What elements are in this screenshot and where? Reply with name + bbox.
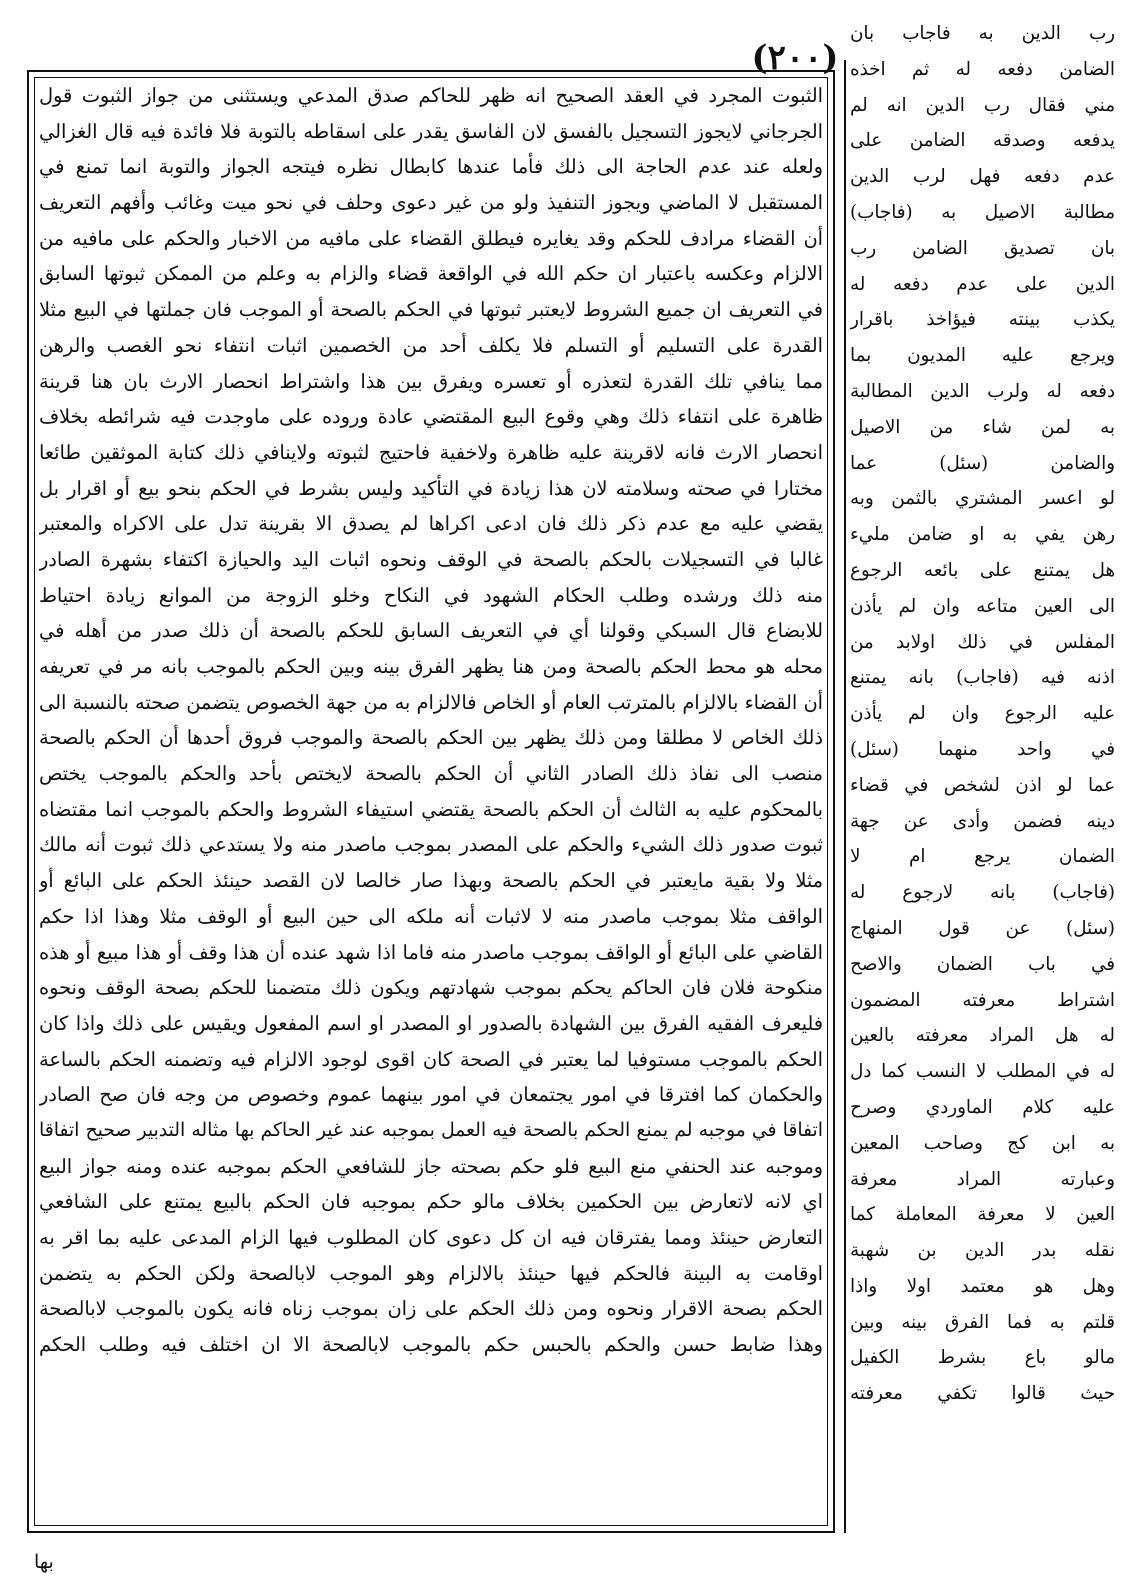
margin-text-line: دفعه له ولرب الدين المطالبة bbox=[850, 380, 1115, 402]
main-text-line: الحكم بصحة الاقرار ونحوه ومن ذلك الحكم على زان بموجب زناه فانه يكون بالموجب لابالصحة bbox=[39, 1297, 823, 1321]
margin-text-line: المفلس في ذلك اولابد من bbox=[850, 631, 1115, 653]
margin-text-line: والضامن (سئل) عما bbox=[850, 452, 1115, 474]
main-text-line: اوقامت به البينة فالحكم فيها حينئذ بالالزام وهو الموجب لابالصحة ولكن الحكم به يتضمن bbox=[39, 1261, 823, 1285]
main-text-line: والحكمان كما افترقا في امور يجتمعان في امور بينهما عموم وخصوص من وجه فان صح الصادر bbox=[39, 1083, 823, 1107]
main-text-line: وهذا ضابط حسن والحكم بالحبس حكم بالموجب لابالصحة الا ان اختلف فيه وطلب الحكم bbox=[39, 1333, 823, 1357]
margin-text-line: وهل هو معتمد اولا واذا bbox=[850, 1275, 1115, 1297]
main-text-line: في التعريف ان جميع الشروط لايعتبر ثبوتها في الحكم بالصحة أو الموجب فان جملتها في البيع مثلا bbox=[39, 298, 823, 322]
main-text-line: مثلا ولا بقية مايعتبر في الحكم بالصحة وبهذا صار خالصا لان القصد حينئذ الحكم على البائع أو bbox=[39, 869, 823, 893]
main-text-line: المستقبل لا الماضي ويجوز التنفيذ ولو من غير دعوى وحلف في نحو ميت وغائب وأفهم التعريف bbox=[39, 191, 823, 215]
main-text-line: بالمحكوم عليه به الثالث أن الحكم بالصحة يقتضي استيفاء الشروط والحكم بالموجب انما مقتضاه bbox=[39, 797, 823, 821]
main-text-line: منصب الى نفاذ ذلك الصادر الثاني أن الحكم بالصحة لايختص بأحد والحكم بالموجب يختص bbox=[39, 762, 823, 786]
margin-text-line: عدم دفعه فهل لرب الدين bbox=[850, 166, 1115, 188]
main-text-body bbox=[39, 78, 823, 1363]
main-text-line: القدرة على التسليم أو التسلم فلا يكلف أحد من الخصمين اثبات انتفاء نحو الغصب والرهن bbox=[39, 333, 823, 357]
main-text-line: مختارا في صحته وسلامته لان هذا زيادة في التأكيد وليس بشرط في الحكم بنحو بيع أو اقرار بل bbox=[39, 476, 823, 500]
main-text-line: ولعله عند عدم الحاجة الى ذلك فأما عندها كابطال نظره فيتجه الجواز والتوبة انما تمنع في bbox=[39, 155, 823, 179]
column-divider bbox=[844, 60, 846, 1533]
main-text-line: اي لانه لاتعارض بين الحكمين بخلاف مالو حكم بموجبه فان الحكم بالبيع يمتنع على الشافعي bbox=[39, 1190, 823, 1214]
main-text-line: ثبوت صدور ذلك الشيء والحكم على المصدر بموجب ماصدر منه ولا يستدعي ذلك ثبوت أنه مالك bbox=[39, 833, 823, 857]
main-text-line: أن القضاء مرادف للحكم وقد يغايره فيطلق القضاء على مافيه من الاخبار والحكم على مافيه من bbox=[39, 226, 823, 250]
margin-text-line: الضمان يرجع ام لا bbox=[850, 846, 1115, 868]
margin-text-line: له في المطلب لا النسب كما دل bbox=[850, 1061, 1115, 1083]
main-text-line: منه ذلك ورشده وطلب الحكام الشهود في النكاح وخلو الزوجة من الموانع زيادة احتياط bbox=[39, 583, 823, 607]
main-text-line: اتفاقا في موجبه لم يمنع الحكم بالصحة فيه العمل بموجبه عند غير الحاكم بها مثاله التدبير صحيح اتفاقا bbox=[39, 1119, 823, 1141]
main-text-line: منكوحة فلان فان الحاكم يحكم بموجب شهادتهم ويكون ذلك متضمنا للحكم بصحة الوقف ونحوه bbox=[39, 976, 823, 1000]
margin-text-line: يدفعه وصدقه الضامن على bbox=[850, 130, 1115, 152]
margin-text-line: الضامن دفعه له ثم اخذه bbox=[850, 58, 1115, 80]
margin-text-line: دينه فضمن وأدى عن جهة bbox=[850, 810, 1115, 832]
margin-text-line: اذنه فيه (فاجاب) بانه يمتنع bbox=[850, 667, 1115, 689]
margin-text-line: (فاجاب) بانه لارجوع له bbox=[850, 882, 1115, 904]
main-text-line: القاضي على البائع أو الواقف بموجب ماصدر منه فاما اذا شهد عنده أن هذا وقف أو هذا مبيع أو هذه bbox=[39, 940, 823, 964]
margin-text-line: اشتراط معرفته المضمون bbox=[850, 989, 1115, 1011]
catchword: بها bbox=[34, 1551, 54, 1573]
margin-text-line: هل يمتنع على بائعه الرجوع bbox=[850, 559, 1115, 581]
margin-text-line: نقله بدر الدين بن شهبة bbox=[850, 1240, 1115, 1262]
margin-text-line: عليه الرجوع وان لم يأذن bbox=[850, 703, 1115, 725]
margin-text-line: به ابن كج وصاحب المعين bbox=[850, 1132, 1115, 1154]
margin-text-line: مطالبة الاصيل به (فاجاب) bbox=[850, 201, 1115, 223]
margin-text-line: قلتم به فما الفرق بينه وبين bbox=[850, 1311, 1115, 1333]
main-text-line: مما ينافي تلك القدرة لتعذره أو تعسره ويفرق بين هذا واشتراط انحصار الارث بان هنا قرينة bbox=[39, 369, 823, 393]
main-text-line: للابضاع قال السبكي وقولنا أي في التعريف السابق للحكم بالصحة أن ذلك صدر من أهله في bbox=[39, 619, 823, 643]
margin-text-line: وعبارته المراد معرفة bbox=[850, 1168, 1115, 1190]
margin-text-line: رهن يفي به او ضامن مليء bbox=[850, 524, 1115, 546]
main-text-line: فليعرف الفقيه الفرق بين الشهادة بالصدور او المصدر او اسم المفعول ويقيس على ذلك واذا كان bbox=[39, 1011, 823, 1035]
margin-text-line: الى العين متاعه وان لم يأذن bbox=[850, 595, 1115, 617]
margin-text-line: (سئل) عن قول المنهاج bbox=[850, 917, 1115, 939]
main-text-line: ظاهرة على انتفاء ذلك وهي وقوع البيع المقتضي عادة وروده على ماوجدت فيه شرائطه بخلاف bbox=[39, 405, 823, 429]
main-text-line: أن القضاء بالالزام بالمترتب العام أو الخاص فالالزام به من جهة الخصوص يتضمن صحته بالنسبة الى bbox=[39, 690, 823, 714]
margin-text-line: العين لا معرفة المعاملة كما bbox=[850, 1204, 1115, 1226]
main-text-line: يقضي عليه مع عدم ذكر ذلك فان ادعى اكراها لم يصدق الا بقرينة تدل على الاكراه والمعتبر bbox=[39, 512, 823, 536]
margin-text-line: مني فقال رب الدين انه لم bbox=[850, 94, 1115, 116]
page-number: (٢٠٠) bbox=[751, 38, 839, 78]
main-text-line: انحصار الارث فانه لاقرينة عليه ظاهرة ولاخفية فاحتيج لثبوته ولاينافي ذلك كتابة الموثقين طائعا bbox=[39, 440, 823, 464]
margin-text-line: عليه كلام الماوردي وصرح bbox=[850, 1096, 1115, 1118]
margin-text-line: بان تصديق الضامن رب bbox=[850, 237, 1115, 259]
main-text-line: وموجبه عند الحنفي منع البيع فلو حكم بصحته جاز للشافعي الحكم بموجبه عنده ومنه جواز البيع bbox=[39, 1154, 823, 1178]
margin-text-line: له هل المراد معرفته بالعين bbox=[850, 1025, 1115, 1047]
main-text-line: الالزام وعكسه باعتبار ان حكم الله في الواقعة قضاء والزام به وعلم من الممكن ثبوتها السابق bbox=[39, 262, 823, 286]
margin-text-line: مالو باع بشرط الكفيل bbox=[850, 1347, 1115, 1369]
margin-text-line: حيث قالوا تكفي معرفته bbox=[850, 1383, 1115, 1405]
main-text-frame bbox=[27, 70, 835, 1533]
margin-text-line: لو اعسر المشتري بالثمن وبه bbox=[850, 488, 1115, 510]
main-text-line: ذلك الخاص لا مطلقا ومن ذلك يظهر بين الحكم بالصحة والموجب فروق أحدها أن الحكم بالصحة bbox=[39, 726, 823, 750]
margin-text-line: رب الدين به فاجاب بان bbox=[850, 23, 1115, 44]
main-text-line: الواقف مثلا بموجب ماصدر منه لا لاثبات أنه ملكه الى حين البيع أو الوقف مثلا وهذا اذا حكم bbox=[39, 904, 823, 928]
margin-text-line: في باب الضمان والاصح bbox=[850, 953, 1115, 975]
main-text-line: الحكم بالموجب مستوفيا لما يعتبر في الصحة كان اقوى لوجود الالزام فيه وتضمنه الحكم بالساعة bbox=[39, 1047, 823, 1071]
margin-text-line: في واحد منهما (سئل) bbox=[850, 738, 1115, 760]
margin-text-column bbox=[850, 16, 1115, 1412]
margin-text-line: به لمن شاء من الاصيل bbox=[850, 416, 1115, 438]
margin-text-line: يكذب بينته فيؤاخذ باقرار bbox=[850, 309, 1115, 331]
margin-text-line: ويرجع عليه المديون بما bbox=[850, 345, 1115, 367]
main-text-line: محله هو محط الحكم بالصحة ومن هنا يظهر الفرق بينه وبين الحكم بالموجب بانه مر في تعريفه bbox=[39, 655, 823, 678]
main-text-line: التعارض حينئذ ومما يفترقان فيه ان كل دعوى كان المطلوب فيها الزام المدعى عليه بما اقر به bbox=[39, 1226, 823, 1249]
margin-text-line: عما لو اذن لشخص في قضاء bbox=[850, 774, 1115, 796]
main-text-line: غالبا في التسجيلات بالحكم بالصحة في الوقف ونحوه اثبات اليد والحيازة اكتفاء بشهرة الصادر bbox=[39, 547, 823, 571]
main-text-line: الثبوت المجرد في العقد الصحيح انه ظهر للحاكم صدق المدعي ويستثنى من جواز الثبوت قول bbox=[39, 84, 823, 107]
margin-text-line: الدين على عدم دفعه له bbox=[850, 273, 1115, 295]
main-text-line: الجرجاني لايجوز التسجيل بالفسق لان الفاسق يقدر على اسقاطه بالتوبة فلا فائدة فيه قال الغزالي bbox=[39, 119, 823, 143]
